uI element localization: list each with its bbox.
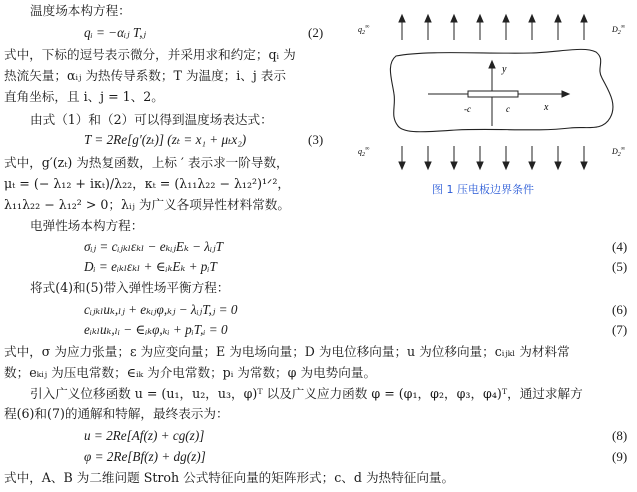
- text-line: 将式(4)和(5)带入弹性场平衡方程：: [30, 280, 230, 295]
- arrow-down: [451, 146, 457, 169]
- arrow-up: [581, 15, 587, 40]
- arrow-down: [529, 146, 535, 169]
- text-line: 式中，σ 为应力张量；ε 为应变向量；E 为电场向量；D 为电位移向量；u 为位移向量；cᵢⱼₖₗ 为材料常: [4, 344, 570, 359]
- arrow-up: [477, 15, 483, 40]
- piezoelectric-plate-figure: [356, 8, 636, 180]
- label-q-bottom: $q_2^\infty$: [358, 146, 370, 158]
- text-line: 热流矢量；αᵢⱼ 为热传导系数；T 为温度；i、j 表示: [4, 68, 286, 83]
- arrow-down: [581, 146, 587, 169]
- equation-number: (7): [612, 322, 628, 337]
- equation-line: u = 2Re[Af(z) + cg(z)]: [84, 428, 205, 443]
- label-c: c: [506, 104, 510, 114]
- arrow-down: [399, 146, 405, 169]
- equation-line: Dᵢ = eᵢₖₗεₖₗ + ∈ᵢₖEₖ + pᵢT: [84, 259, 217, 274]
- text-line: 温度场本构方程：: [30, 3, 131, 18]
- text-line: 由式（1）和（2）可以得到温度场表达式：: [30, 112, 273, 127]
- equation-line: σᵢⱼ = cᵢⱼₖₗεₖₗ − eₖᵢⱼEₖ − λᵢⱼT: [84, 239, 223, 254]
- text-line: 电弹性场本构方程：: [30, 218, 144, 233]
- equation-number: (5): [612, 259, 628, 274]
- figure-caption: 图 1 压电板边界条件: [432, 183, 534, 196]
- arrow-up: [503, 15, 509, 40]
- text-line: 引入广义位移函数 u = (u₁，u₂，u₃，φ)ᵀ 以及广义应力函数 φ = (φ₁，φ₂，φ₃，φ₄)ᵀ，通过求解方: [30, 386, 583, 401]
- text-line: λ₁₁λ₂₂ − λ₁₂² > 0；λᵢⱼ 为广义各项异性材料常数。: [4, 197, 290, 212]
- label-D-top: $D_2^\infty$: [612, 24, 626, 36]
- text-line: 数；eₖᵢⱼ 为压电常数；∈ᵢₖ 为介电常数；pᵢ 为常数；φ 为电势向量。: [4, 365, 377, 380]
- text-line: 程(6)和(7)的通解和特解，最终表示为：: [4, 406, 229, 421]
- text-line: μₜ = (− λ₁₂ + iκₜ)/λ₂₂，κₜ = (λ₁₁λ₂₂ − λ₁₂²)¹ᐟ²，: [4, 176, 291, 191]
- label-neg-c: -c: [464, 104, 471, 114]
- equation-number: (3): [308, 132, 324, 147]
- equation-line: qᵢ = −αᵢⱼ T,ⱼ: [84, 25, 146, 40]
- equation-line: eᵢₖₗuₖ,ₗᵢ − ∈ᵢₖφ,ₖᵢ + pᵢT,ᵢ = 0: [84, 322, 228, 337]
- label-q-top: $q_2^\infty$: [358, 24, 370, 36]
- equation-line: T = 2Re[g′(zₜ)] (zₜ = x₁ + μₜx₂): [84, 132, 247, 147]
- text-line: 式中，A、B 为二维问题 Stroh 公式特征向量的矩阵形式；c、d 为热特征向量。: [4, 470, 455, 485]
- label-x: x: [544, 102, 549, 113]
- equation-line: φ = 2Re[Bf(z) + dg(z)]: [84, 449, 206, 464]
- arrow-down: [503, 146, 509, 169]
- arrow-up: [529, 15, 535, 40]
- arrow-up: [555, 15, 561, 40]
- arrow-down: [425, 146, 431, 169]
- arrow-down: [555, 146, 561, 169]
- equation-number: (4): [612, 239, 628, 254]
- text-line: 式中，g′(zₜ) 为热复函数，上标 ′ 表示求一阶导数，: [4, 155, 289, 170]
- equation-line: cᵢⱼₖₗuₖ,ₗⱼ + eₖᵢⱼφ,ₖⱼ − λᵢⱼT,ⱼ = 0: [84, 302, 238, 317]
- equation-number: (6): [612, 302, 628, 317]
- arrow-up: [425, 15, 431, 40]
- top-load-arrows: [399, 15, 587, 40]
- text-line: 式中，下标的逗号表示微分，并采用求和约定；qᵢ 为: [4, 47, 296, 62]
- label-D-bottom: $D_2^\infty$: [612, 146, 626, 158]
- label-y: y: [502, 64, 507, 75]
- bottom-load-arrows: [399, 146, 587, 169]
- arrow-down: [477, 146, 483, 169]
- text-line: 直角坐标，且 i、j = 1、2。: [4, 89, 164, 104]
- arrow-up: [399, 15, 405, 40]
- crack: [468, 91, 518, 97]
- equation-number: (2): [308, 25, 324, 40]
- arrow-up: [451, 15, 457, 40]
- equation-number: (9): [612, 449, 628, 464]
- equation-number: (8): [612, 428, 628, 443]
